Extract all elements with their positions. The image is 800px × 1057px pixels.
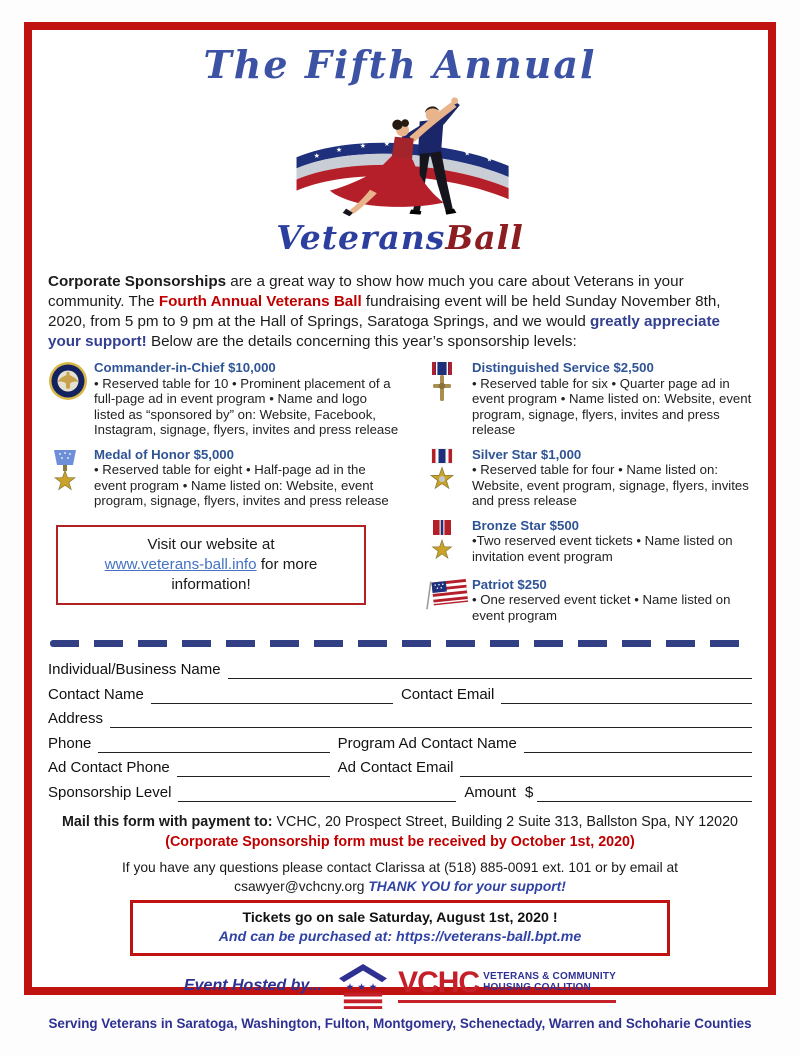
address-label: Address xyxy=(48,710,104,727)
svg-text:★: ★ xyxy=(359,142,366,150)
sponsorship-form xyxy=(48,659,752,802)
level-bronze-star xyxy=(426,518,752,568)
level-distinguished-service xyxy=(426,360,752,438)
level-patriot xyxy=(426,577,752,624)
vchc-subtitle-line1: VETERANS & COMMUNITY xyxy=(483,971,617,982)
ad-contact-email-label: Ad Contact Email xyxy=(337,759,454,776)
level-description: • Reserved table for six • Quarter page ad in event program • Name listed on: Website, event program, signage, flyers, invites and press release xyxy=(472,375,752,437)
address-blank xyxy=(110,710,752,728)
tickets-announcement-box xyxy=(130,900,670,956)
level-description: • One reserved event ticket • Name listed on event program xyxy=(472,592,731,623)
level-title: Medal of Honor $5,000 xyxy=(94,446,234,462)
contact-name-label: Contact Name xyxy=(48,685,144,703)
intro-support-phrase: greatly appreciate your support! xyxy=(48,313,720,350)
phone-blank xyxy=(98,735,329,753)
medal-of-honor-icon xyxy=(48,447,94,509)
website-line1: Visit our website at xyxy=(147,535,275,553)
level-description: • Reserved table for eight • Half-page ad in the event program • Name listed on: Website, event program, signage, flyers, invites and press release xyxy=(94,462,389,508)
svg-text:★: ★ xyxy=(357,981,366,993)
level-title: Commander-in-Chief $10,000 xyxy=(94,360,276,375)
hosted-by-text: Event Hosted by... xyxy=(183,976,323,994)
vchc-logo xyxy=(336,963,616,1009)
logo-word-ball: Ball xyxy=(445,218,524,257)
vchc-acronym: VCHC xyxy=(398,965,480,999)
vchc-subtitle-line2: HOUSING COALITION xyxy=(483,981,591,993)
intro-text-2: fundraising event will be held Sunday November 8th, 2020, from 5 pm to 9 pm at the Hall of Springs, Saratoga Springs, and we would xyxy=(48,293,721,330)
veterans-ball-logo-text xyxy=(48,218,752,258)
svg-text:★: ★ xyxy=(486,156,493,164)
individual-business-name-blank xyxy=(228,661,752,679)
mail-bold-lead: Mail this form with payment to: xyxy=(62,813,273,830)
dancing-couple-flag-image xyxy=(265,94,535,218)
intro-text-3: Below are the details concerning this year’s sponsorship levels: xyxy=(146,333,577,350)
amount-blank xyxy=(537,784,752,802)
us-flag-icon xyxy=(426,577,472,624)
website-after-link: for more information! xyxy=(171,555,318,593)
mail-instructions xyxy=(48,812,752,852)
sponsorship-level-blank xyxy=(178,784,456,802)
contact-questions xyxy=(48,858,752,896)
level-title: Silver Star $1,000 xyxy=(472,446,582,462)
thank-you-text: THANK YOU for your support! xyxy=(368,878,566,894)
ad-contact-phone-blank xyxy=(177,759,330,777)
level-title: Distinguished Service $2,500 xyxy=(472,360,654,375)
level-description: • Reserved table for four • Name listed on: Website, event program, signage, flyers, invites and press release xyxy=(472,462,749,508)
svg-text:★: ★ xyxy=(368,981,378,993)
page-title: The Fifth Annual xyxy=(203,42,597,87)
level-title: Patriot $250 xyxy=(472,576,547,592)
sponsorship-column-left xyxy=(48,360,400,632)
svg-text:★: ★ xyxy=(345,981,355,993)
svg-text:★: ★ xyxy=(335,147,342,155)
tickets-purchase-link[interactable]: And can be purchased at: https://veterans-ball.bpt.me xyxy=(218,928,582,945)
svg-text:★: ★ xyxy=(383,141,390,149)
vchc-logo-text xyxy=(398,965,617,1003)
level-commander-in-chief xyxy=(48,360,400,438)
logo-word-veterans: Veterans xyxy=(276,218,446,257)
svg-text:★: ★ xyxy=(313,153,320,161)
ad-contact-email-blank xyxy=(460,759,752,777)
flyer-red-border xyxy=(24,22,776,1031)
distinguished-service-cross-icon xyxy=(426,360,472,438)
deadline-notice: (Corporate Sponsorship form must be received by October 1st, 2020) xyxy=(165,833,635,850)
intro-paragraph xyxy=(48,272,752,352)
level-description: • Reserved table for 10 • Prominent placement of a full-page ad in event program • Name and logo listed as “sponsored by” on: Website, Facebook, Instagram, signage, flyers, invites and press release xyxy=(94,375,399,437)
intro-text-1: are a great way to show how much you care about Veterans in your community. The xyxy=(48,273,684,310)
ad-contact-phone-label: Ad Contact Phone xyxy=(48,759,170,776)
level-silver-star xyxy=(426,447,752,509)
bronze-star-medal-icon xyxy=(426,518,472,568)
website-callout-box xyxy=(56,525,366,605)
phone-label: Phone xyxy=(48,734,92,752)
intro-event-name: Fourth Annual Veterans Ball xyxy=(158,293,362,310)
intro-bold-lead: Corporate Sponsorships xyxy=(48,273,227,290)
level-title: Bronze Star $500 xyxy=(472,517,580,533)
mail-address: VCHC, 20 Prospect Street, Building 2 Suite 313, Ballston Spa, NY 12020 xyxy=(272,813,738,830)
website-link[interactable]: www.veterans-ball.info xyxy=(104,555,257,573)
sponsorship-column-right xyxy=(426,360,752,632)
contact-name-blank xyxy=(151,686,393,704)
sponsorship-levels xyxy=(48,360,752,632)
contact-email-label: Contact Email xyxy=(400,685,495,703)
level-medal-of-honor xyxy=(48,447,400,509)
hosted-by-row xyxy=(48,960,752,1012)
dashed-divider xyxy=(50,640,750,647)
program-ad-contact-name-blank xyxy=(524,735,752,753)
individual-business-name-label: Individual/Business Name xyxy=(48,661,221,678)
contact-email-blank xyxy=(501,686,752,704)
svg-text:★: ★ xyxy=(464,150,471,158)
contact-email-address: csawyer@vchcny.org xyxy=(234,878,365,894)
program-ad-contact-name-label: Program Ad Contact Name xyxy=(337,734,517,752)
presidential-seal-icon xyxy=(48,360,94,438)
sponsorship-level-label: Sponsorship Level xyxy=(48,783,172,801)
amount-label: Amount xyxy=(464,783,517,801)
amount-currency-symbol: $ xyxy=(525,783,534,801)
questions-line1: If you have any questions please contact Clarissa at (518) 885-0091 ext. 101 or by email at xyxy=(121,859,679,875)
silver-star-medal-icon xyxy=(426,447,472,509)
level-description: •Two reserved event tickets • Name listed on invitation event program xyxy=(472,533,733,564)
vchc-house-icon xyxy=(336,963,390,1009)
tickets-sale-date: Tickets go on sale Saturday, August 1st, 2020 ! xyxy=(242,909,558,926)
serving-counties-text: Serving Veterans in Saratoga, Washington, Fulton, Montgomery, Schenectady, Warren and Schoharie Counties xyxy=(48,1015,752,1031)
